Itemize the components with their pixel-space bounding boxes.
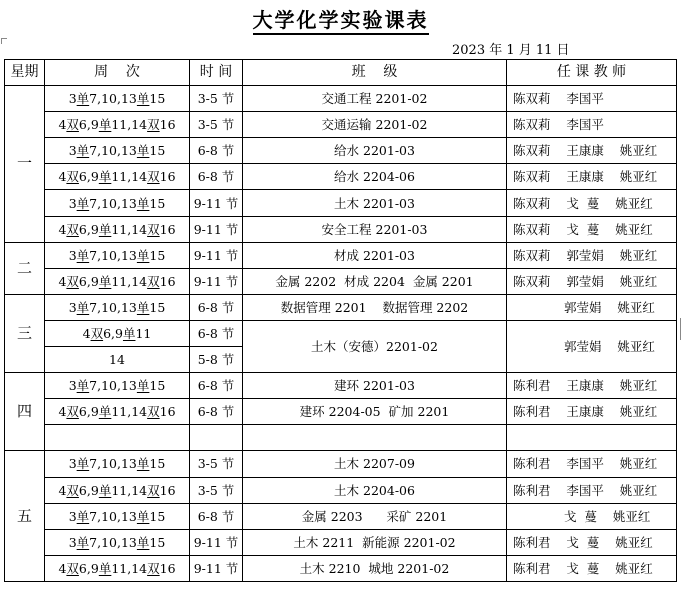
time-cell: 3-5 节 <box>190 477 243 503</box>
teacher-cell: 郭莹娟 姚亚红 <box>507 320 677 372</box>
time-cell: 9-11 节 <box>190 268 243 294</box>
teacher-cell: 陈利君 戈 蔓 姚亚红 <box>507 529 677 555</box>
header-class: 班 级 <box>243 60 507 86</box>
class-cell: 土木（安德）2201-02 <box>243 320 507 372</box>
table-row <box>5 399 677 425</box>
time-cell: 9-11 节 <box>190 216 243 242</box>
margin-edge-mark <box>677 318 681 340</box>
class-cell: 交通工程 2201-02 <box>243 86 507 112</box>
time-cell: 6-8 节 <box>190 164 243 190</box>
time-cell: 6-8 节 <box>190 320 243 346</box>
time-cell: 9-11 节 <box>190 190 243 216</box>
class-cell: 金属 2202 材成 2204 金属 2201 <box>243 268 507 294</box>
header-teacher: 任 课 教 师 <box>507 60 677 86</box>
table-row <box>5 373 677 399</box>
time-cell: 6-8 节 <box>190 399 243 425</box>
time-cell: 3-5 节 <box>190 86 243 112</box>
day-wednesday: 三 <box>5 294 45 372</box>
day-friday: 五 <box>5 451 45 581</box>
teacher-cell: 陈双莉 李国平 <box>507 86 677 112</box>
time-cell: 9-11 节 <box>190 529 243 555</box>
header-day: 星期 <box>5 60 45 86</box>
class-cell: 土木 2204-06 <box>243 477 507 503</box>
teacher-cell: 陈利君 李国平 姚亚红 <box>507 477 677 503</box>
teacher-cell: 陈利君 王康康 姚亚红 <box>507 399 677 425</box>
teacher-cell: 郭莹娟 姚亚红 <box>507 294 677 320</box>
week-cell: 4双6,9单11,14双16 <box>45 268 190 294</box>
day-thursday: 四 <box>5 373 45 451</box>
schedule-table <box>4 59 677 582</box>
table-row <box>5 477 677 503</box>
header-time: 时 间 <box>190 60 243 86</box>
class-cell: 金属 2203 采矿 2201 <box>243 503 507 529</box>
class-cell: 土木 2201-03 <box>243 190 507 216</box>
week-cell: 4双6,9单11,14双16 <box>45 555 190 581</box>
week-cell: 4双6,9单11,14双16 <box>45 216 190 242</box>
time-cell: 9-11 节 <box>190 242 243 268</box>
class-cell: 交通运输 2201-02 <box>243 112 507 138</box>
week-cell: 3单7,10,13单15 <box>45 86 190 112</box>
teacher-cell <box>507 425 677 451</box>
week-cell: 4双6,9单11,14双16 <box>45 477 190 503</box>
table-row <box>5 529 677 555</box>
time-cell: 5-8 节 <box>190 347 243 373</box>
time-cell: 9-11 节 <box>190 555 243 581</box>
week-cell: 4双6,9单11,14双16 <box>45 399 190 425</box>
day-monday: 一 <box>5 86 45 243</box>
teacher-cell: 陈双莉 郭莹娟 姚亚红 <box>507 268 677 294</box>
teacher-cell: 陈利君 戈 蔓 姚亚红 <box>507 555 677 581</box>
table-row <box>5 216 677 242</box>
week-cell: 14 <box>45 347 190 373</box>
table-row <box>5 86 677 112</box>
date-label: 2023 年 1 月 11 日 <box>452 43 570 58</box>
time-cell: 6-8 节 <box>190 138 243 164</box>
table-row <box>5 112 677 138</box>
week-cell: 3单7,10,13单15 <box>45 242 190 268</box>
class-cell: 土木 2211 新能源 2201-02 <box>243 529 507 555</box>
time-cell: 6-8 节 <box>190 503 243 529</box>
table-row <box>5 555 677 581</box>
table-row-empty <box>5 425 677 451</box>
table-row <box>5 138 677 164</box>
class-cell: 土木 2210 城地 2201-02 <box>243 555 507 581</box>
teacher-cell: 陈双莉 郭莹娟 姚亚红 <box>507 242 677 268</box>
week-cell: 3单7,10,13单15 <box>45 294 190 320</box>
class-cell: 土木 2207-09 <box>243 451 507 477</box>
time-cell <box>190 425 243 451</box>
header-row <box>5 60 677 86</box>
time-cell: 6-8 节 <box>190 294 243 320</box>
week-cell: 3单7,10,13单15 <box>45 190 190 216</box>
class-cell: 安全工程 2201-03 <box>243 216 507 242</box>
class-cell: 材成 2201-03 <box>243 242 507 268</box>
week-cell: 3单7,10,13单15 <box>45 138 190 164</box>
class-cell: 给水 2201-03 <box>243 138 507 164</box>
week-cell: 3单7,10,13单15 <box>45 373 190 399</box>
week-cell: 3单7,10,13单15 <box>45 503 190 529</box>
table-row <box>5 320 677 346</box>
header-week: 周 次 <box>45 60 190 86</box>
teacher-cell: 陈双莉 王康康 姚亚红 <box>507 138 677 164</box>
table-row <box>5 190 677 216</box>
teacher-cell: 陈双莉 王康康 姚亚红 <box>507 164 677 190</box>
week-cell: 4双6,9单11,14双16 <box>45 164 190 190</box>
week-cell: 3单7,10,13单15 <box>45 529 190 555</box>
class-cell: 给水 2204-06 <box>243 164 507 190</box>
teacher-cell: 陈利君 李国平 姚亚红 <box>507 451 677 477</box>
table-row <box>5 294 677 320</box>
week-cell: 3单7,10,13单15 <box>45 451 190 477</box>
table-row <box>5 503 677 529</box>
teacher-cell: 陈利君 王康康 姚亚红 <box>507 373 677 399</box>
day-tuesday: 二 <box>5 242 45 294</box>
class-cell <box>243 425 507 451</box>
margin-corner-mark <box>1 38 7 44</box>
teacher-cell: 陈双莉 戈 蔓 姚亚红 <box>507 216 677 242</box>
table-row <box>5 242 677 268</box>
teacher-cell: 陈双莉 李国平 <box>507 112 677 138</box>
time-cell: 6-8 节 <box>190 373 243 399</box>
week-cell <box>45 425 190 451</box>
class-cell: 建环 2201-03 <box>243 373 507 399</box>
page-title: 大学化学实验课表 <box>0 4 681 33</box>
teacher-cell: 戈 蔓 姚亚红 <box>507 503 677 529</box>
week-cell: 4双6,9单11,14双16 <box>45 112 190 138</box>
table-row <box>5 451 677 477</box>
table-row <box>5 268 677 294</box>
table-row <box>5 164 677 190</box>
time-cell: 3-5 节 <box>190 112 243 138</box>
week-cell: 4双6,9单11 <box>45 320 190 346</box>
class-cell: 数据管理 2201 数据管理 2202 <box>243 294 507 320</box>
time-cell: 3-5 节 <box>190 451 243 477</box>
teacher-cell: 陈双莉 戈 蔓 姚亚红 <box>507 190 677 216</box>
class-cell: 建环 2204-05 矿加 2201 <box>243 399 507 425</box>
